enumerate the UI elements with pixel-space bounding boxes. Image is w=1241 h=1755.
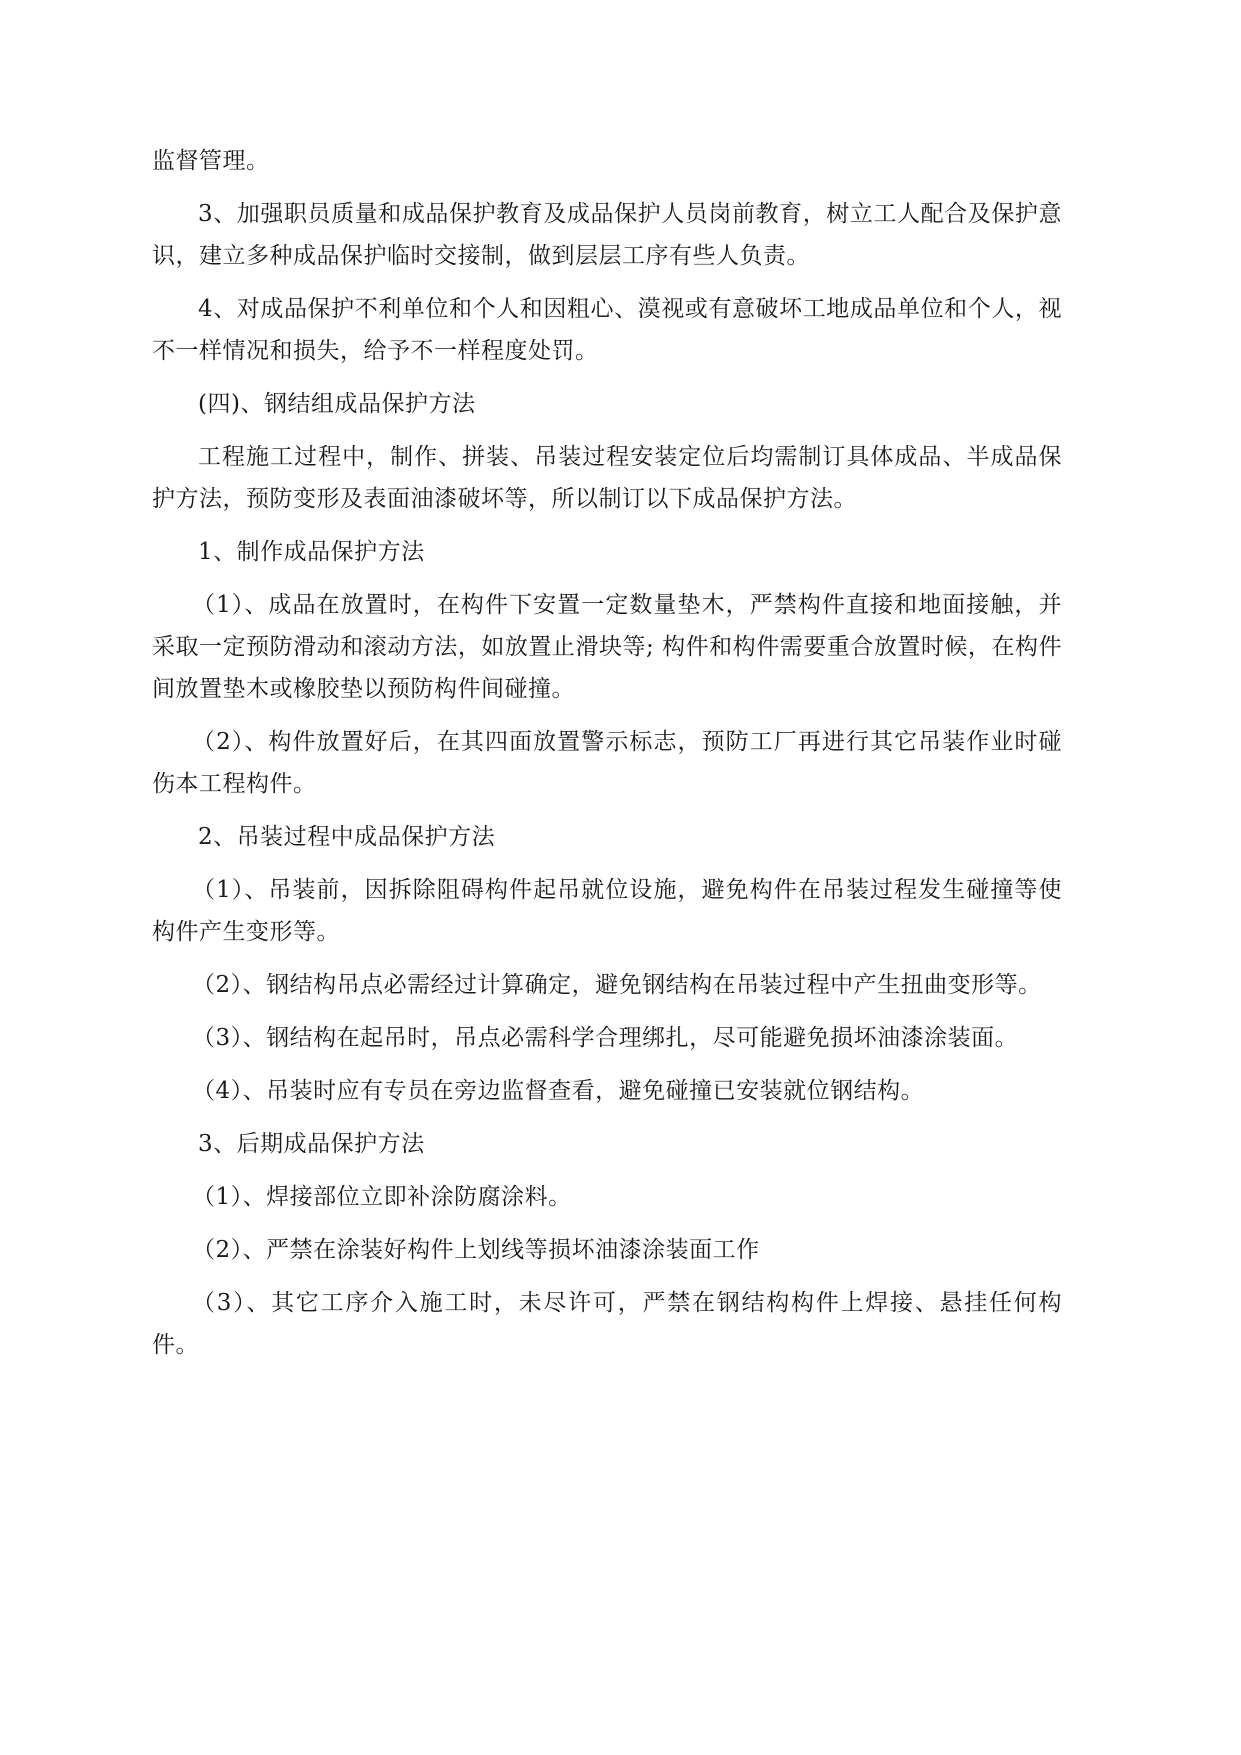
paragraph-later-3: （3）、其它工序介入施工时，未尽许可，严禁在钢结构构件上焊接、悬挂任何构件。: [152, 1290, 1062, 1358]
paragraph-continuation: 监督管理。: [152, 148, 270, 174]
paragraph-intro: 工程施工过程中，制作、拼装、吊装过程安装定位后均需制订具体成品、半成品保护方法，预防变形及表面油漆破坏等，所以制订以下成品保护方法。: [152, 444, 1062, 512]
paragraph-item-3: 3、加强职员质量和成品保护教育及成品保护人员岗前教育，树立工人配合及保护意识，建立多种成品保护临时交接制，做到层层工序有些人负责。: [152, 201, 1062, 269]
paragraph-fabrication-1: （1）、成品在放置时，在构件下安置一定数量垫木，严禁构件直接和地面接触，并采取一定预防滑动和滚动方法，如放置止滑块等; 构件和构件需要重合放置时候，在构件间放置垫木或橡胶垫以预防构件间碰撞。: [152, 592, 1062, 702]
paragraph-hoisting-1: （1）、吊装前，因拆除阻碍构件起吊就位设施，避免构件在吊装过程发生碰撞等使构件产生变形等。: [152, 877, 1062, 945]
section-heading: (四)、钢结组成品保护方法: [198, 391, 476, 417]
paragraph-hoisting-3: （3）、钢结构在起吊时，吊点必需科学合理绑扎，尽可能避免损坏油漆涂装面。: [192, 1025, 1019, 1051]
paragraph-hoisting-2: （2）、钢结构吊点必需经过计算确定，避免钢结构在吊装过程中产生扭曲变形等。: [192, 972, 1042, 998]
paragraph-fabrication-2: （2）、构件放置好后，在其四面放置警示标志，预防工厂再进行其它吊装作业时碰伤本工程构件。: [152, 729, 1062, 797]
document-body: [152, 140, 1062, 1377]
paragraph-item-4: 4、对成品保护不利单位和个人和因粗心、漠视或有意破坏工地成品单位和个人，视不一样情况和损失，给予不一样程度处罚。: [152, 296, 1062, 364]
subheading-later-stage: 3、后期成品保护方法: [198, 1131, 425, 1157]
paragraph-later-2: （2）、严禁在涂装好构件上划线等损坏油漆涂装面工作: [192, 1237, 760, 1263]
subheading-hoisting: 2、吊装过程中成品保护方法: [198, 824, 496, 850]
subheading-fabrication: 1、制作成品保护方法: [198, 539, 425, 565]
paragraph-hoisting-4: （4）、吊装时应有专员在旁边监督查看，避免碰撞已安装就位钢结构。: [192, 1078, 925, 1104]
paragraph-later-1: （1）、焊接部位立即补涂防腐涂料。: [192, 1184, 572, 1210]
